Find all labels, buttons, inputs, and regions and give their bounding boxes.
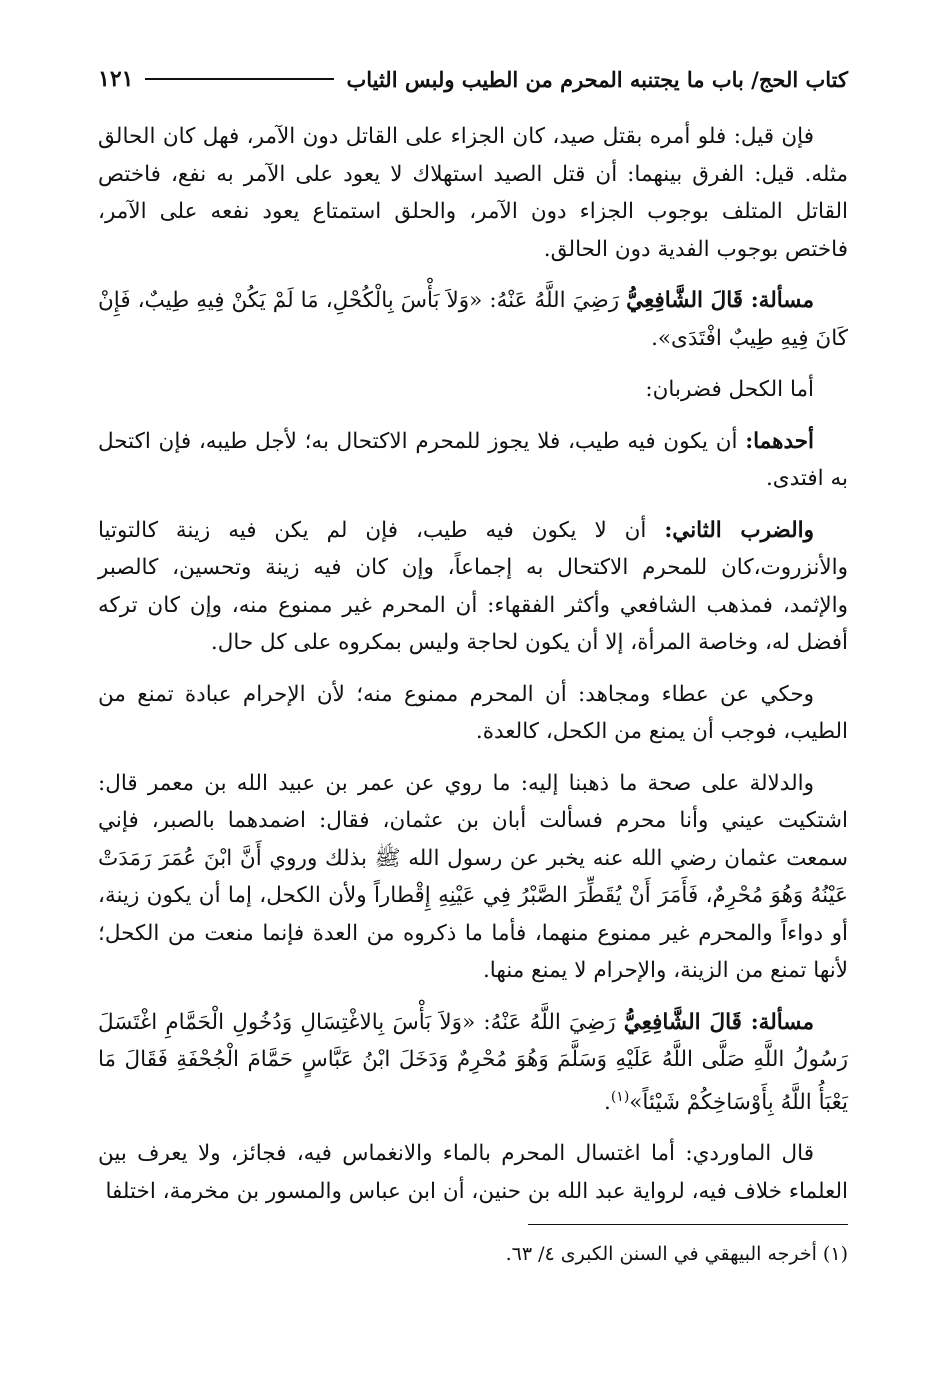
footnote-separator	[528, 1224, 848, 1225]
paragraph	[98, 512, 848, 662]
paragraph: أما الكحل فضربان:	[645, 377, 814, 402]
header-rule	[145, 78, 334, 80]
quote-text: رَضِيَ اللَّهُ عَنْهُ: «وَلاَ بَأْسَ بِالاغْتِسَالِ وَدُخُولِ الْحَمَّامِ اغْتَسَلَ رَسُولُ اللَّهِ صَلَّى اللَّهُ عَلَيْهِ وَسَلَّمَ وَهُوَ مُحْرِمٌ وَدَخَلَ ابْنُ عَبَّاسٍ حَمَّامَ الْجُحْفَةِ فَقَالَ مَا يَعْبَأُ اللَّهُ بِأَوْسَاخِكُمْ شَيْئاً»	[98, 1009, 848, 1115]
quote-text: رَضِيَ اللَّهُ عَنْهُ: «وَلاَ بَأْسَ بِالْكُحْلِ، مَا لَمْ يَكُنْ فِيهِ طِيبٌ، فَإِنْ كَانَ فِيهِ طِيبٌ افْتَدَى».	[98, 288, 848, 351]
paragraph: فإن قيل: فلو أمره بقتل صيد، كان الجزاء على القاتل دون الآمر، فهل كان الحالق مثله. قيل: الفرق بينهما: أن قتل الصيد استهلاك لا يعود على الآمر به نفع، فاختص القاتل المتلف بوجوب الجزاء دون الآمر، والحلق استمتاع يعود نفعه على الآمر، فاختص بوجوب الفدية دون الحالق.	[98, 124, 848, 262]
running-header	[98, 62, 848, 96]
page-number: ١٢١	[98, 66, 134, 92]
paragraph-text: أن يكون فيه طيب، فلا يجوز للمحرم الاكتحال به؛ لأجل طيبه، فإن اكتحل به افتدى.	[98, 428, 848, 491]
body-text	[98, 118, 848, 1210]
paragraph: والدلالة على صحة ما ذهبنا إليه: ما روي عن عمر بن عبيد الله بن معمر قال: اشتكيت عيني وأنا محرم فسألت أبان بن عثمان، فقال: اضمدهما بالصبر، فإني سمعت عثمان رضي الله عنه يخبر عن رسول الله ﷺ بذلك وروي أَنَّ ابْنَ عُمَرَ رَمَدَتْ عَيْنُهُ وَهُوَ مُحْرِمٌ، فَأَمَرَ أَنْ يُقَطِّرَ الصَّبْرُ فِي عَيْنِهِ إِقْطاراً ولأن الكحل، إما أن يكون زينة، أو دواءاً والمحرم غير ممنوع منهما، فأما ما ذكروه من العدة فإنما منعت من الكحل؛ لأنها تمنع من الزينة، والإحرام لا يمنع منها.	[98, 770, 848, 983]
footnote: (١) أخرجه البيهقي في السنن الكبرى ٤/ ٦٣.	[505, 1243, 848, 1266]
chapter-title: كتاب الحج/ باب ما يجتنبه المحرم من الطيب ولبس الثياب	[346, 66, 848, 92]
paragraph	[98, 1004, 848, 1122]
paragraph-end: .	[603, 1089, 611, 1115]
paragraph-text: أن لا يكون فيه طيب، فإن لم يكن فيه زينة كالتوتيا والأنزروت،كان للمحرم الاكتحال به إجماعاً، وإن كان فيه زينة وتحسين، كالصبر والإثمد، فمذهب الشافعي وأكثر الفقهاء: أن المحرم غير ممنوع منه، وإن كان تركه أفضل له، وخاصة المرأة، إلا أن يكون لحاجة وليس بمكروه على كل حال.	[98, 517, 848, 655]
issue-heading: مسألة: قَالَ الشَّافِعِيُّ	[623, 1009, 814, 1035]
footnote-marker[interactable]: (١)	[610, 1088, 630, 1105]
section-heading: أحدهما:	[745, 428, 814, 454]
section-heading: والضرب الثاني:	[664, 517, 814, 543]
paragraph	[98, 282, 848, 357]
paragraph: قال الماوردي: أما اغتسال المحرم بالماء والانغماس فيه، فجائز، ولا يعرف بين العلماء خلاف فيه، لرواية عبد الله بن حنين، أن ابن عباس والمسور بن مخرمة، اختلفا	[98, 1141, 848, 1204]
issue-heading: مسألة: قَالَ الشَّافِعِيُّ	[626, 288, 814, 313]
paragraph	[98, 423, 848, 498]
paragraph: وحكي عن عطاء ومجاهد: أن المحرم ممنوع منه؛ لأن الإحرام عبادة تمنع من الطيب، فوجب أن يمنع من الكحل، كالعدة.	[98, 681, 848, 744]
